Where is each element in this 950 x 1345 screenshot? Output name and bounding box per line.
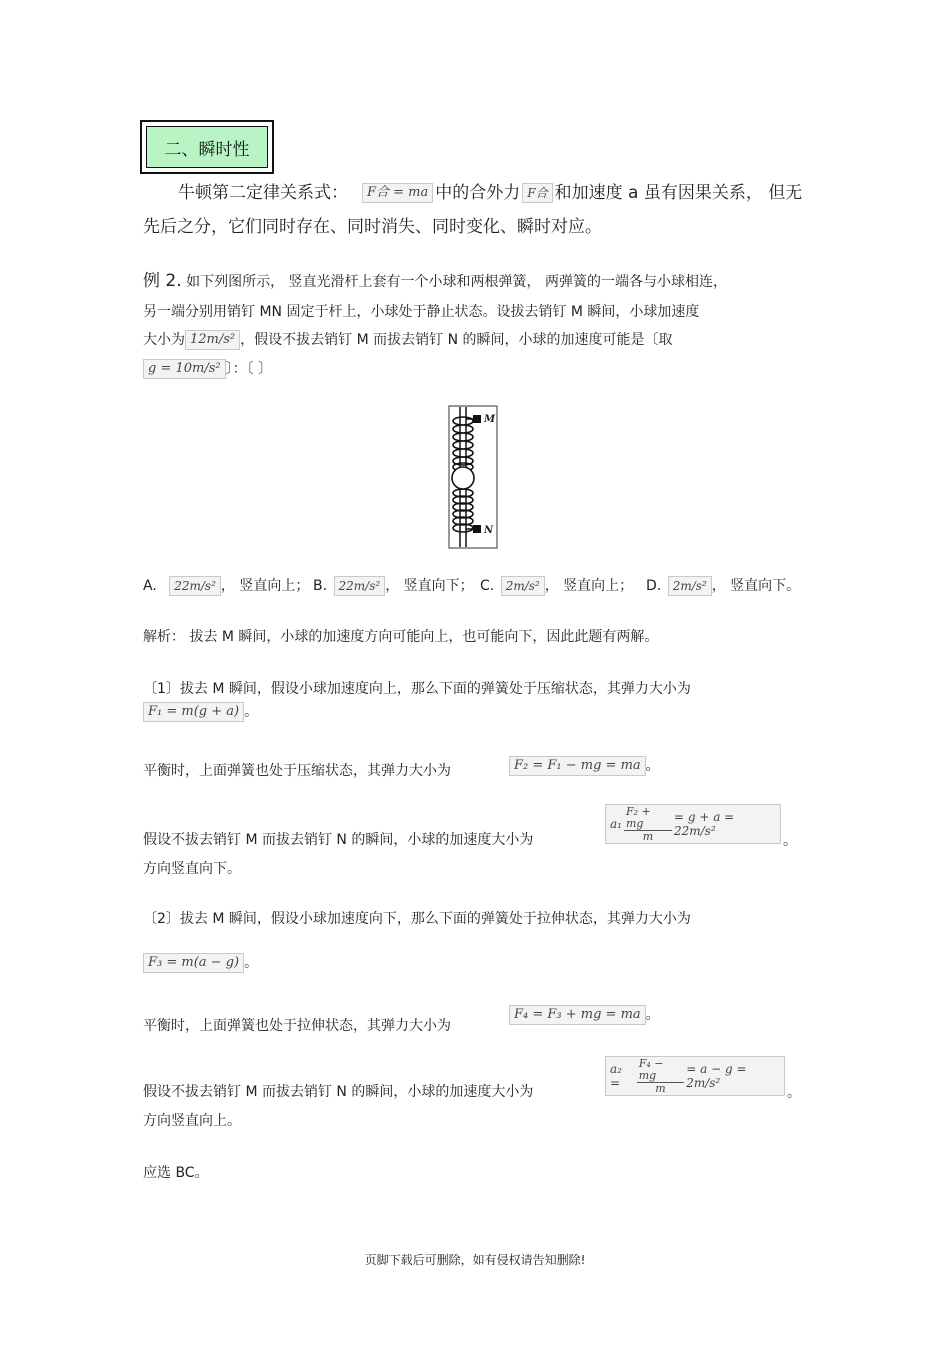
formula-a2: a₂ = $\frac{\text{F₄ − mg}}{m}$ = a − g = 2m/s² bbox=[605, 1056, 785, 1096]
formula-accel-value: 12m/s² bbox=[185, 330, 240, 350]
page-footer: 页脚下载后可删除，如有侵权请告知删除! bbox=[364, 1253, 586, 1267]
result2-period: 。 bbox=[787, 1085, 801, 1101]
analysis-intro: 解析： 拔去 M 瞬间，小球的加速度方向可能向上，也可能向下，因此此题有两解。 bbox=[143, 629, 659, 645]
formula-f2: F₂ = F₁ − mg = ma bbox=[509, 756, 646, 776]
example-line-4: g = 10m/s² 〕：〔 〕 bbox=[143, 359, 272, 379]
result1-period: 。 bbox=[783, 833, 797, 849]
formula-gravity: g = 10m/s² bbox=[143, 359, 226, 379]
dir2-line: 方向竖直向上。 bbox=[143, 1113, 241, 1129]
formula-f3: F₃ = m(a − g) bbox=[143, 953, 244, 973]
example-line-3: 大小为 12m/s² ，假设不拔去销钉 M 而拔去销钉 N 的瞬间，小球的加速度可能是〔取 bbox=[143, 332, 673, 348]
formula-newton-second-law: F合 = ma bbox=[362, 183, 433, 203]
pin-m-label: M bbox=[484, 414, 496, 425]
intro-line-1: 牛顿第二定律关系式： F合 = ma 中的合外力 F合 和加速度 a 虽有因果关系， 但无 bbox=[178, 183, 803, 203]
balance1-line: 平衡时，上面弹簧也处于压缩状态，其弹力大小为 bbox=[143, 763, 451, 779]
formula-f4: F₄ = F₃ + mg = ma bbox=[509, 1005, 646, 1025]
section-heading: 二、瞬时性 bbox=[146, 126, 268, 168]
result1-line: 假设不拔去销钉 M 而拔去销钉 N 的瞬间，小球的加速度大小为 bbox=[143, 832, 534, 848]
option-c-value: 2m/s² bbox=[501, 576, 545, 596]
spring-figure bbox=[448, 405, 498, 549]
case1-f1: F₁ = m(g + a) 。 bbox=[143, 702, 258, 722]
case1-f2: F₂ = F₁ − mg = ma 。 bbox=[509, 756, 660, 776]
formula-net-force: F合 bbox=[522, 183, 552, 203]
section-heading-box bbox=[140, 120, 274, 174]
case2-f3: F₃ = m(a − g) 。 bbox=[143, 953, 258, 973]
case2-f4: F₄ = F₃ + mg = ma 。 bbox=[509, 1005, 660, 1025]
option-d-value: 2m/s² bbox=[668, 576, 712, 596]
result2-line: 假设不拔去销钉 M 而拔去销钉 N 的瞬间，小球的加速度大小为 bbox=[143, 1084, 534, 1100]
example-label: 例 2. bbox=[143, 271, 182, 291]
option-b-value: 22m/s² bbox=[334, 576, 386, 596]
case2-line: 〔2〕拔去 M 瞬间，假设小球加速度向下，那么下面的弹簧处于拉伸状态，其弹力大小为 bbox=[143, 911, 691, 927]
option-b: B. 22m/s² ， 竖直向下； bbox=[313, 578, 474, 594]
option-d: D. 2m/s² ， 竖直向下。 bbox=[646, 578, 801, 594]
intro-line-2: 先后之分，它们同时存在、同时消失、同时变化、瞬时对应。 bbox=[143, 217, 602, 237]
option-a: A. 22m/s² ， 竖直向上； bbox=[143, 578, 310, 594]
answer-line: 应选 BC。 bbox=[143, 1165, 209, 1181]
case1-line: 〔1〕拔去 M 瞬间，假设小球加速度向上，那么下面的弹簧处于压缩状态，其弹力大小为 bbox=[143, 681, 691, 697]
formula-a1: a₁ $\frac{\text{F₂ + mg}}{m}$ = g + a = 22m/s² bbox=[605, 804, 781, 844]
example-line-1: 例 2. 如下列图所示， 竖直光滑杆上套有一个小球和两根弹簧， 两弹簧的一端各与小球相连， bbox=[143, 271, 727, 291]
option-a-value: 22m/s² bbox=[169, 576, 221, 596]
example-line-2: 另一端分别用销钉 MN 固定于杆上，小球处于静止状态。设拔去销钉 M 瞬间，小球加速度 bbox=[143, 304, 700, 320]
balance2-line: 平衡时，上面弹簧也处于拉伸状态，其弹力大小为 bbox=[143, 1018, 451, 1034]
option-c: C. 2m/s² ， 竖直向上； bbox=[480, 578, 634, 594]
formula-f1: F₁ = m(g + a) bbox=[143, 702, 244, 722]
pin-n-label: N bbox=[484, 525, 494, 536]
dir1-line: 方向竖直向下。 bbox=[143, 861, 241, 877]
